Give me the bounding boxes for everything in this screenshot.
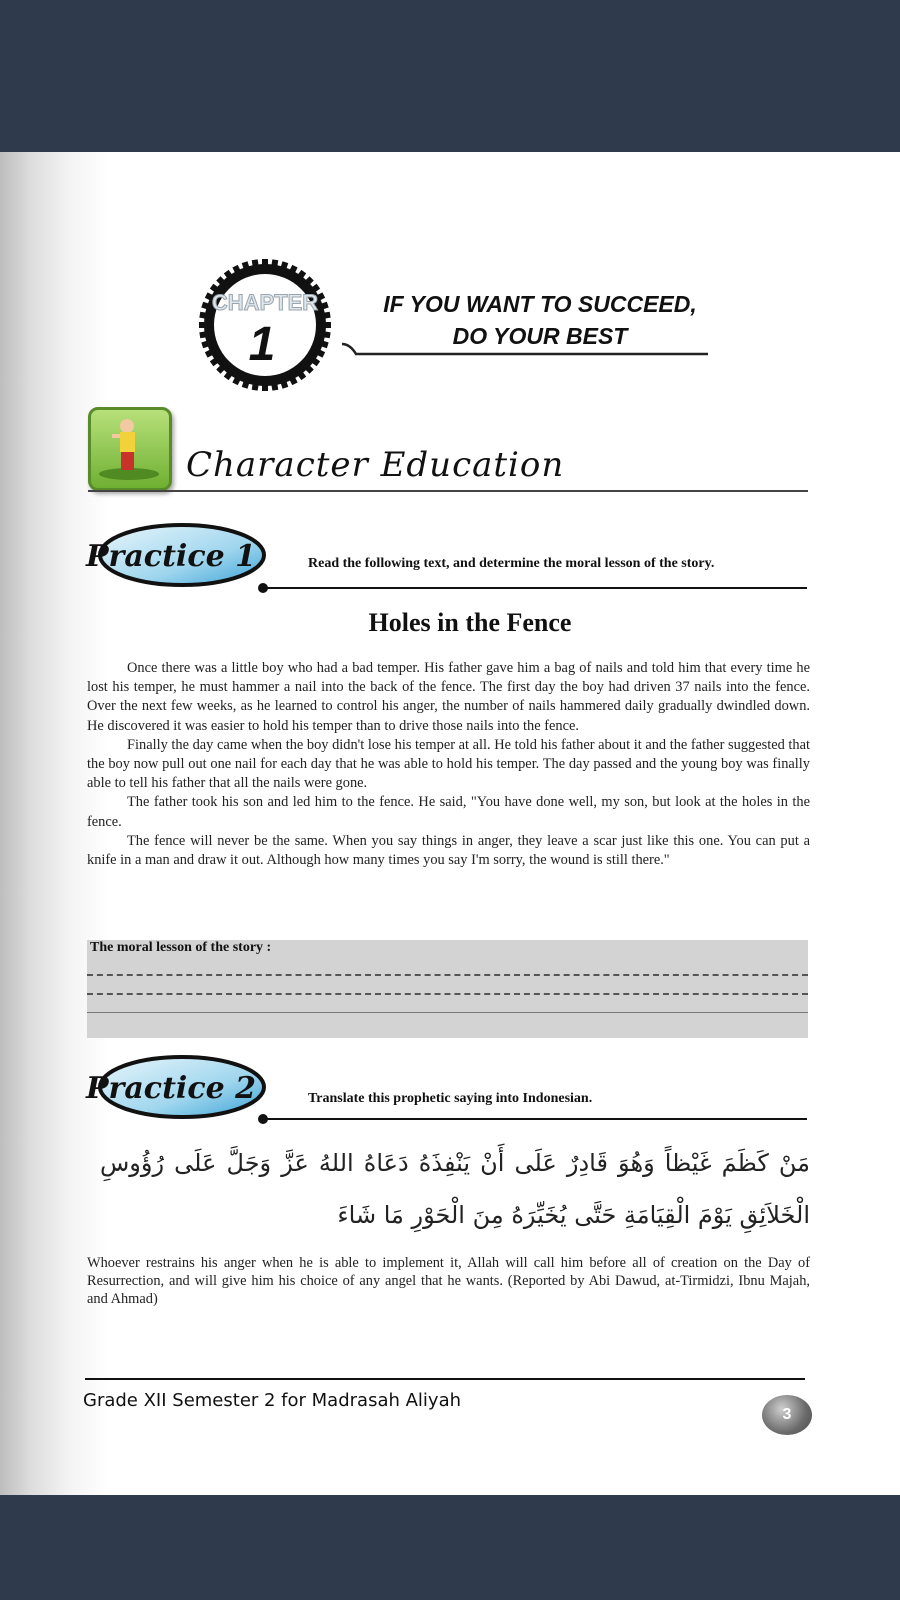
practice-1-rule xyxy=(262,587,807,589)
chapter-word: CHAPTER xyxy=(211,290,319,315)
moral-label: The moral lesson of the story : xyxy=(90,940,272,955)
practice-2-badge xyxy=(82,1054,272,1124)
hadith-translation: Whoever restrains his anger when he is able to implement it, Allah will call him before all of creation on the Day of Resurrection, and will give him his choice of any angel that he wants. (Reported by Abi Dawud, at-Tirmidzi, Ibnu Majah, and Ahmad) xyxy=(87,1255,810,1307)
story-text xyxy=(87,659,810,870)
story-paragraph: Finally the day came when the boy didn't lose his temper at all. He told his father about it and the father suggested that the boy now pull out one nail for each day that he was able to hold his temper. The day passed and the young boy was finally able to tell his father that all the nails were gone. xyxy=(87,736,810,792)
practice-1-instruction: Read the following text, and determine the moral lesson of the story. xyxy=(308,556,715,571)
answer-line xyxy=(87,993,808,995)
chapter-title-line1: IF YOU WANT TO SUCCEED, xyxy=(383,291,697,317)
section-divider xyxy=(88,490,808,492)
top-bar xyxy=(0,0,900,152)
section-title: Character Education xyxy=(186,445,565,485)
story-title: Holes in the Fence xyxy=(368,608,572,637)
hadith-arabic: مَنْ كَظَمَ غَيْظاً وَهُوَ قَادِرٌ عَلَى أَنْ يَنْفِذَهُ دَعَاهُ اللهُ عَزَّ وَجَلَّ عَلَى رُؤُوسِ الْخَلاَئِقِ يَوْمَ الْقِيَامَةِ حَتَّى يُخَيِّرَهُ مِنَ الْحَوْرِ مَا شَاءَ xyxy=(100,1149,810,1229)
practice-2-label: Practice 2 xyxy=(86,1071,256,1106)
story-paragraph: The fence will never be the same. When you say things in anger, they leave a scar just like this one. You can put a knife in a man and draw it out. Although how many times you say I'm sorry, the wound is still there." xyxy=(87,832,810,869)
answer-line xyxy=(87,1012,808,1013)
footer-text: Grade XII Semester 2 for Madrasah Aliyah xyxy=(83,1390,462,1411)
chapter-badge xyxy=(198,258,332,392)
bottom-bar xyxy=(0,1495,900,1600)
page-number: 3 xyxy=(762,1395,812,1435)
practice-1-badge xyxy=(82,522,272,592)
practice-1-label: Practice 1 xyxy=(86,539,256,574)
story-paragraph: The father took his son and led him to the fence. He said, "You have done well, my son, but look at the holes in the fence. xyxy=(87,794,810,830)
character-education-icon xyxy=(88,407,172,491)
practice-2-rule xyxy=(262,1118,807,1120)
moral-answer-box[interactable] xyxy=(87,940,808,1038)
chapter-title-line2: DO YOUR BEST xyxy=(452,323,628,349)
footer-divider xyxy=(85,1378,805,1380)
answer-line xyxy=(87,974,808,976)
story-paragraph: Once there was a little boy who had a bad temper. His father gave him a bag of nails and told him that every time he lost his temper, he must hammer a nail into the back of the fence. The first day the boy had driven 37 nails into the fence. Over the next few weeks, as he learned to control his anger, the number of nails hammered daily gradually dwindled down. He discovered it was easier to hold his temper than to drive those nails into the fence. xyxy=(87,660,810,734)
chapter-underline xyxy=(340,338,710,368)
practice-2-instruction: Translate this prophetic saying into Indonesian. xyxy=(308,1091,593,1106)
chapter-number: 1 xyxy=(248,318,276,371)
person-icon xyxy=(91,410,169,488)
